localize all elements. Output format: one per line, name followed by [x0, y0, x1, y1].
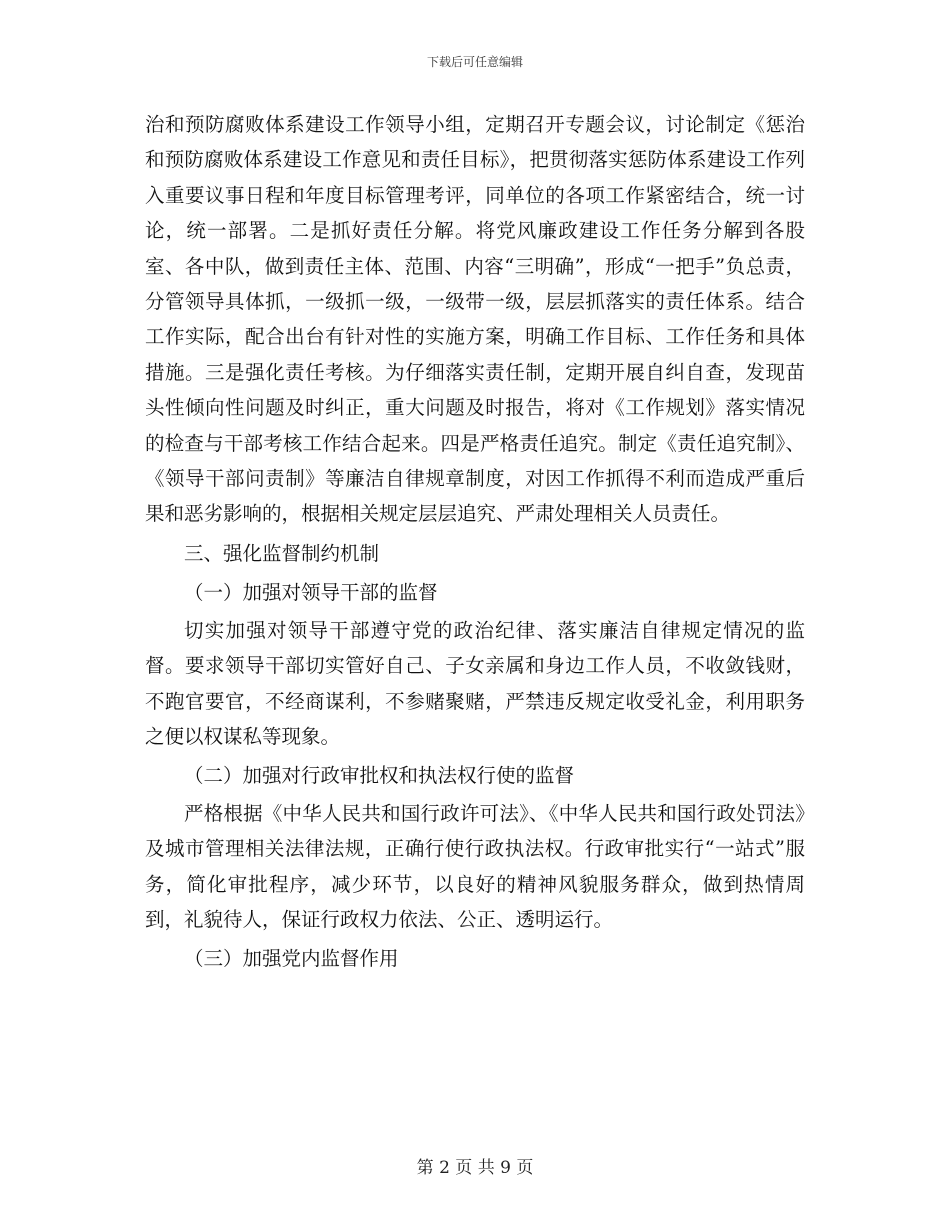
subsection-heading: （三）加强党内监督作用 — [184, 947, 399, 971]
paragraph: 切实加强对领导干部遵守党的政治纪律、落实廉洁自律规定情况的监督。要求领导干部切实管好自己、子女亲属和身边工作人员，不收敛钱财，不跑官要官，不经商谋利，不参赌聚赌，严禁违反规定收受礼金，利用职务之便以权谋私等现象。 — [145, 618, 805, 748]
page-number: 第 2 页 共 9 页 — [416, 1158, 534, 1178]
subsection-heading: （一）加强对领导干部的监督 — [184, 581, 438, 605]
document-body — [145, 107, 805, 979]
paragraph: 严格根据《中华人民共和国行政许可法》、《中华人民共和国行政处罚法》及城市管理相关法律法规，正确行使行政执法权。行政审批实行“一站式”服务，简化审批程序，减少环节，以良好的精神风貌服务群众，做到热情周到，礼貌待人，保证行政权力依法、公正、透明运行。 — [145, 801, 805, 931]
subsection-heading: （二）加强对行政审批权和执法权行使的监督 — [184, 764, 575, 788]
page-header: 下载后可任意编辑 — [426, 55, 523, 69]
paragraph-continued: 治和预防腐败体系建设工作领导小组，定期召开专题会议，讨论制定《惩治和预防腐败体系建设工作意见和责任目标》，把贯彻落实惩防体系建设工作列入重要议事日程和年度目标管理考评，同单位的各项工作紧密结合，统一讨论，统一部署。二是抓好责任分解。将党风廉政建设工作任务分解到各股室、各中队，做到责任主体、范围、内容“三明确”，形成“一把手”负总责，分管领导具体抓，一级抓一级，一级带一级，层层抓落实的责任体系。结合工作实际，配合出台有针对性的实施方案，明确工作目标、工作任务和具体措施。三是强化责任考核。为仔细落实责任制，定期开展自纠自查，发现苗头性倾向性问题及时纠正，重大问题及时报告，将对《工作规划》落实情况的检查与干部考核工作结合起来。四是严格责任追究。制定《责任追究制》、《领导干部问责制》等廉洁自律规章制度，对因工作抓得不利而造成严重后果和恶劣影响的，根据相关规定层层追究、严肃处理相关人员责任。 — [145, 113, 805, 526]
section-heading: 三、强化监督制约机制 — [184, 541, 380, 565]
